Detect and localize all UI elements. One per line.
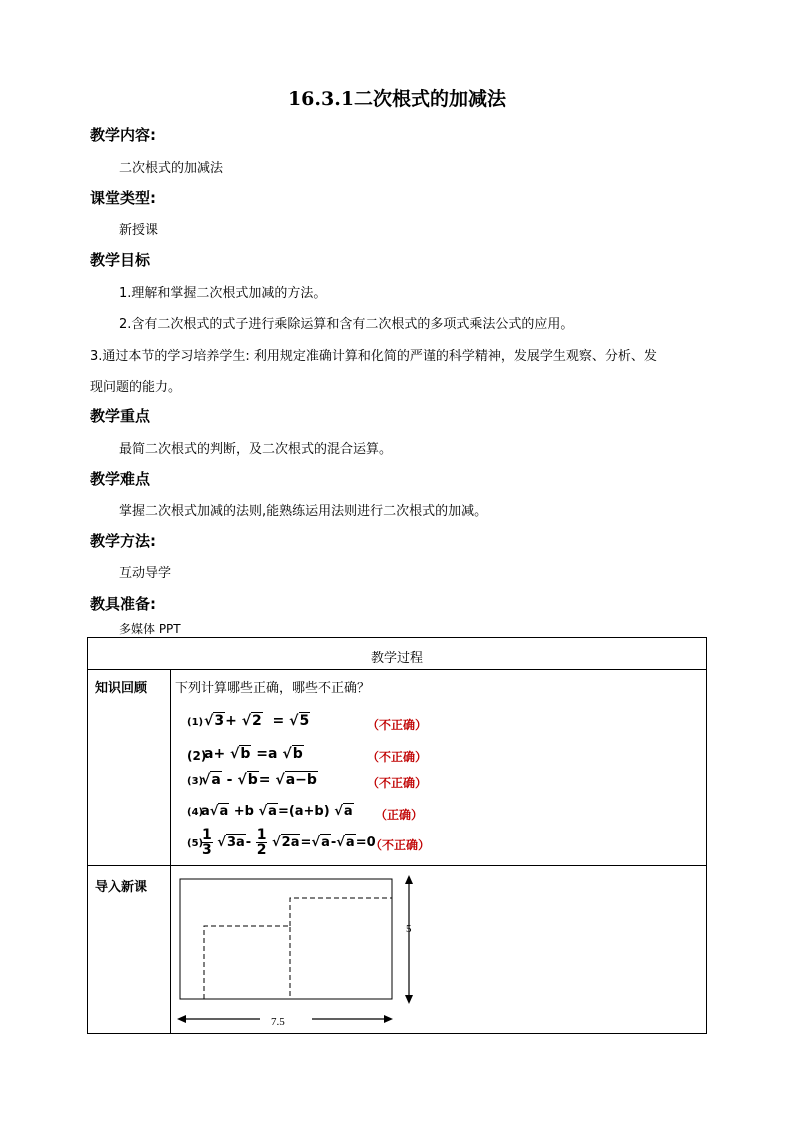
- item-4-expression: a√a +b √a=(a+b) √a: [201, 804, 353, 819]
- page-title: 16.3.1二次根式的加减法: [287, 88, 507, 110]
- tools-text: 多媒体 PPT: [119, 622, 181, 636]
- rectangle-diagram: [172, 870, 432, 1030]
- item-2-verdict: （不正确）: [367, 750, 428, 764]
- goals-heading: 教学目标: [90, 251, 151, 269]
- item-5-expression: $\frac{1}{3}$ √3a- $\frac{1}{2}$ √2a=√a-√a=0: [202, 827, 376, 858]
- review-question: 下列计算哪些正确，哪些不正确？: [175, 681, 371, 696]
- key-text: 最简二次根式的判断，及二次根式的混合运算。: [119, 442, 393, 457]
- goal-3-line1: 3.通过本节的学习培养学生: 利用规定准确计算和化简的严谨的科学精神，发展学生观察、分析、发: [90, 349, 657, 364]
- row-label-intro: 导入新课: [95, 880, 148, 895]
- type-heading: 课堂类型:: [90, 189, 156, 207]
- difficult-heading: 教学难点: [90, 470, 151, 488]
- row-label-review: 知识回顾: [95, 681, 148, 696]
- content-heading: 教学内容:: [90, 126, 156, 144]
- goal-2: 2.含有二次根式的式子进行乘除运算和含有二次根式的多项式乘法公式的应用。: [119, 317, 574, 332]
- table-header: 教学过程: [370, 651, 423, 666]
- item-3-number: (3): [187, 776, 204, 787]
- method-heading: 教学方法:: [90, 532, 156, 550]
- item-1-verdict: （不正确）: [367, 718, 428, 732]
- item-3-verdict: （不正确）: [367, 776, 428, 790]
- difficult-text: 掌握二次根式加减的法则,能熟练运用法则进行二次根式的加减。: [119, 504, 488, 519]
- item-4-number: (4): [187, 807, 204, 818]
- type-text: 新授课: [119, 223, 159, 238]
- method-text: 互动导学: [119, 566, 172, 581]
- item-2-number: (2): [187, 749, 207, 763]
- diagram-width-label: 7.5: [271, 1016, 285, 1028]
- tools-heading: 教具准备:: [90, 595, 156, 613]
- goal-3-line2: 现问题的能力。: [90, 380, 182, 395]
- item-5-verdict: （不正确）: [370, 838, 431, 852]
- key-heading: 教学重点: [90, 407, 151, 425]
- item-4-verdict: （正确）: [375, 808, 424, 822]
- item-1-expression: √3+ √2 = √5: [204, 713, 310, 729]
- item-3-expression: √a - √b= √a−b: [201, 772, 317, 788]
- item-5-number: (5): [187, 838, 204, 849]
- diagram-height-label: 5: [406, 923, 412, 935]
- item-2-expression: a+ √b =a √b: [204, 746, 303, 762]
- item-1-number: (1): [187, 717, 204, 728]
- content-text: 二次根式的加减法: [119, 161, 224, 176]
- goal-1: 1.理解和掌握二次根式加减的方法。: [119, 286, 327, 301]
